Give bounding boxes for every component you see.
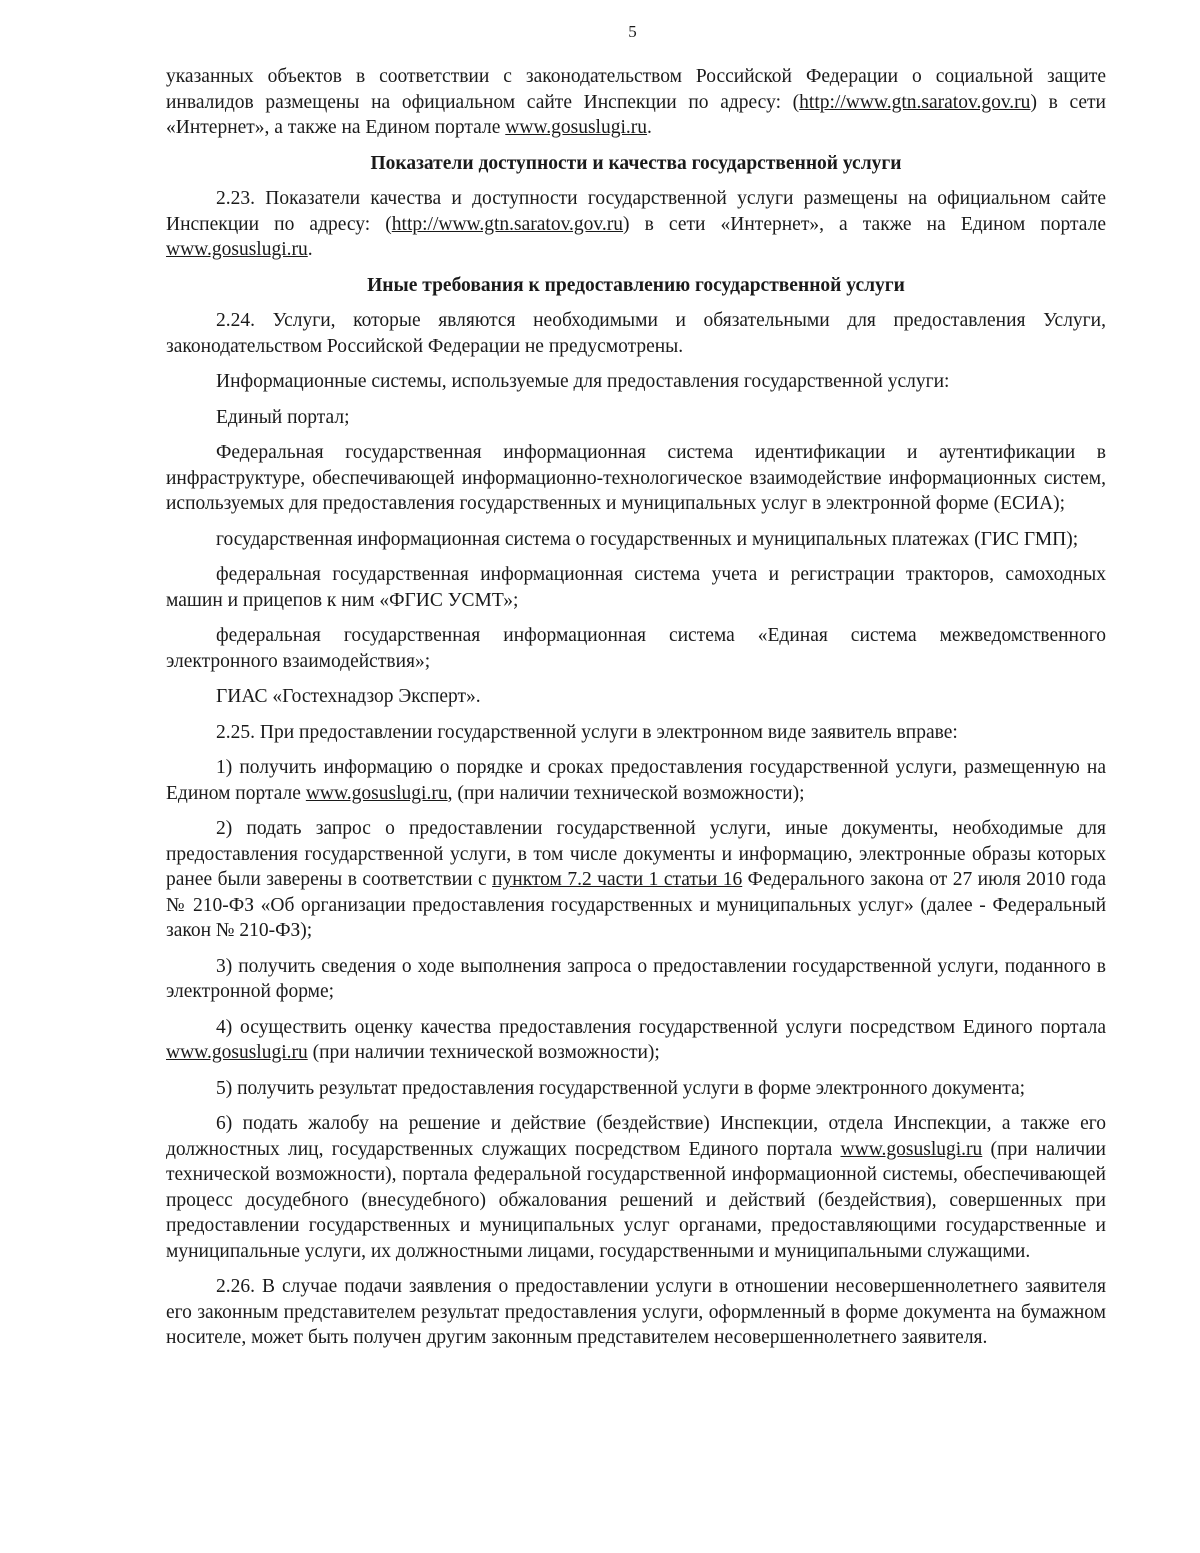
list-item-2 (166, 816, 1106, 944)
paragraph-portal: Единый портал; (216, 406, 350, 428)
paragraph-fgis-usmt: федеральная государственная информационная система учета и регистрации тракторов, самоходных машин и прицепов к ним «ФГИС УСМТ»; (166, 564, 1106, 611)
text-fragment: . (307, 239, 313, 260)
list-item-5: 5) получить результат предоставления государственной услуги в форме электронного документа; (216, 1077, 1026, 1099)
paragraph-smev: федеральная государственная информационная система «Единая система межведомственного электронного взаимодействия»; (166, 625, 1106, 672)
text-fragment: 1) получить информацию о порядке и сроках предоставления государственной услуги, размещенную на Едином портале (166, 757, 1106, 804)
paragraph-2-25: 2.25. При предоставлении государственной услуги в электронном виде заявитель вправе: (216, 721, 958, 743)
text-fragment: ) в сети «Интернет», а также на Едином портале (166, 91, 1106, 138)
text-fragment: 2.23. Показатели качества и доступности государственной услуги размещены на официальном сайте Инспекции по адресу: ( (166, 188, 1106, 235)
text-fragment: Федерального закона от 27 июля 2010 года № 210-ФЗ «Об организации предоставления государственных и муниципальных услуг» (далее - Федеральный закон № 210-ФЗ); (166, 869, 1107, 941)
list-item-3: 3) получить сведения о ходе выполнения запроса о предоставлении государственной услуги, поданного в электронной форме; (166, 955, 1106, 1002)
text-fragment: ) в сети «Интернет», а также на Едином портале (623, 213, 1107, 235)
paragraph-2-24: 2.24. Услуги, которые являются необходимыми и обязательными для предоставления Услуги, законодательством Российской Федерации не предусмотрены. (166, 310, 1106, 357)
site-link[interactable]: http://www.gtn.saratov.gov.ru (799, 91, 1031, 113)
document-body (166, 64, 1106, 1361)
paragraph-gis-gmp: государственная информационная система о государственных и муниципальных платежах (ГИС ГМП); (216, 528, 1079, 550)
list-item-4 (166, 1015, 1106, 1066)
section-heading-other-requirements: Иные требования к предоставлению государственной услуги (367, 274, 905, 296)
law-reference-link[interactable]: пунктом 7.2 части 1 статьи 16 (492, 869, 743, 890)
text-fragment: , (при наличии технической возможности); (447, 782, 805, 804)
paragraph-2-23 (166, 186, 1106, 263)
gosuslugi-link[interactable]: www.gosuslugi.ru (305, 782, 448, 804)
section-heading-availability: Показатели доступности и качества государственной услуги (370, 152, 902, 174)
gosuslugi-link[interactable]: www.gosuslugi.ru (166, 1042, 308, 1063)
page-number: 5 (628, 22, 637, 41)
paragraph-esia: Федеральная государственная информационная система идентификации и аутентификации в инфраструктуре, обеспечивающей информационно-технологическое взаимодействие информационных систем, используемых для предоставления государственных и муниципальных услуг в электронной форме (ЕСИА); (166, 442, 1106, 514)
text-fragment: (при наличии технической возможности), портала федеральной государственной информационной системы, обеспечивающей процесс досудебного (внесудебного) обжалования решений и действий (бездействия), совершенных при предоставлении государственных и муниципальных услуг органами, предоставляющими государственные и муниципальные услуги, их должностными лицами, государственными и муниципальными служащими. (166, 1138, 1106, 1262)
paragraph-2-26: 2.26. В случае подачи заявления о предоставлении услуги в отношении несовершеннолетнего заявителя его законным представителем результат предоставления услуги, оформленный в форме документа на бумажном носителе, может быть получен другим законным представителем несовершеннолетнего заявителя. (166, 1276, 1106, 1348)
text-fragment: 2) подать запрос о предоставлении государственной услуги, иные документы, необходимые для предоставления государственной услуги, в том числе документы и информацию, электронные образы которых ранее были заверены в соответствии с (166, 818, 1106, 890)
gosuslugi-link[interactable]: www.gosuslugi.ru (166, 239, 308, 260)
paragraph-info-systems: Информационные системы, используемые для предоставления государственной услуги: (216, 371, 950, 392)
text-fragment: 4) осуществить оценку качества предоставления государственной услуги посредством Единого портала (216, 1016, 1106, 1038)
site-link[interactable]: http://www.gtn.saratov.gov.ru (391, 213, 624, 235)
list-item-1 (166, 755, 1106, 806)
gosuslugi-link[interactable]: www.gosuslugi.ru (505, 117, 648, 138)
gosuslugi-link[interactable]: www.gosuslugi.ru (840, 1138, 983, 1160)
text-fragment: (при наличии технической возможности); (307, 1042, 660, 1063)
paragraph-continuation (166, 64, 1106, 141)
paragraph-gias: ГИАС «Гостехнадзор Эксперт». (216, 686, 481, 707)
list-item-6 (166, 1111, 1106, 1264)
text-fragment: . (647, 117, 652, 138)
text-fragment: указанных объектов в соответствии с законодательством Российской Федерации о социальной защите инвалидов размещены на официальном сайте Инспекции по адресу: ( (166, 66, 1106, 113)
text-fragment: 6) подать жалобу на решение и действие (бездействие) Инспекции, отдела Инспекции, а также его должностных лиц, государственных служащих посредством Единого портала (166, 1113, 1106, 1160)
